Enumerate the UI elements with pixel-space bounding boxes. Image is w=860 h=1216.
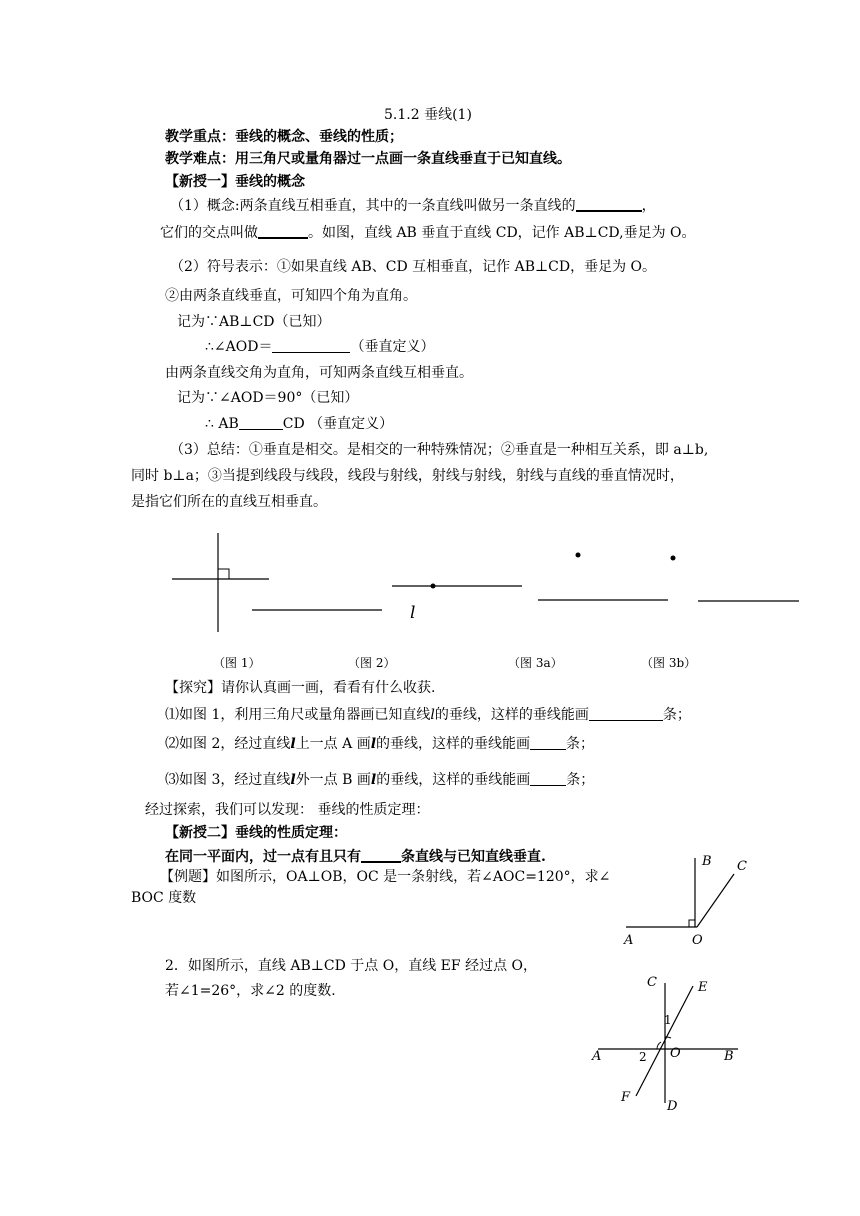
q3-text-a: ⑶如图 3，经过直线 bbox=[165, 772, 291, 788]
symbol-line-1: （2）符号表示：①如果直线 AB、CD 互相垂直，记作 AB⊥CD，垂足为 O。 bbox=[170, 259, 657, 275]
concept-text-a-end: ， bbox=[641, 198, 656, 214]
answer-blank[interactable] bbox=[589, 706, 663, 721]
summary-line-3: 是指它们所在的直线互相垂直。 bbox=[131, 494, 327, 510]
ex1-label-a: A bbox=[624, 933, 634, 948]
difficulty: 教学难点：用三角尺或量角器过一点画一条直线垂直于已知直线。 bbox=[165, 151, 571, 167]
question-3 bbox=[165, 771, 594, 789]
theorem-text-b: 条直线与已知直线垂直. bbox=[401, 849, 546, 865]
caption-fig2: （图 2） bbox=[348, 656, 396, 670]
q3-text-c: 的垂线，这样的垂线能画 bbox=[376, 772, 531, 788]
q2-text-c: 的垂线，这样的垂线能画 bbox=[376, 736, 531, 752]
fig3a-point-b bbox=[576, 553, 581, 558]
section-heading-2: 【新授二】垂线的性质定理： bbox=[165, 825, 347, 841]
q2-text-a: ⑵如图 2，经过直线 bbox=[165, 736, 291, 752]
q1-text-c: 条； bbox=[662, 707, 691, 723]
line-l-label: l bbox=[370, 772, 377, 788]
discovery-line: 经过探索，我们可以发现： 垂线的性质定理： bbox=[145, 802, 430, 818]
concept-text-b2: 。如图，直线 AB 垂直于直线 CD，记作 AB⊥CD,垂足为 O。 bbox=[308, 225, 696, 241]
explore-heading: 【探究】请你认真画一画，看看有什么收获. bbox=[165, 680, 436, 696]
concept-text-a: （1）概念:两条直线互相垂直，其中的一条直线叫做另一条直线的 bbox=[170, 198, 576, 214]
fig1-right-angle-mark bbox=[218, 569, 229, 579]
q2-text-b: 上一点 A 画 bbox=[295, 736, 371, 752]
example-line-1: 【例题】如图所示，OA⊥OB，OC 是一条射线，若∠AOC=120°，求∠ bbox=[160, 869, 611, 885]
note-text-4b: CD （垂直定义） bbox=[282, 416, 394, 432]
problem2-line-2: 若∠1=26°，求∠2 的度数. bbox=[165, 983, 336, 999]
ex2-label-angle-2: 2 bbox=[639, 1050, 647, 1064]
q3-text-d: 条； bbox=[566, 772, 595, 788]
ex1-ray-oc bbox=[697, 874, 734, 927]
symbol-line-2: ②由两条直线垂直，可知四个角为直角。 bbox=[165, 288, 417, 304]
summary-line-1: （3）总结：①垂直是相交。是相交的一种特殊情况；②垂直是一种相互关系，即 a⊥b, bbox=[170, 442, 709, 458]
fig3b-point-b bbox=[671, 556, 676, 561]
key-point: 教学重点：垂线的概念、垂线的性质； bbox=[165, 129, 403, 145]
ex2-label-f: F bbox=[621, 1090, 631, 1105]
answer-blank[interactable] bbox=[530, 771, 566, 786]
ex2-label-d: D bbox=[667, 1099, 678, 1114]
note-text-2a: ∴∠AOD＝ bbox=[205, 339, 273, 355]
ex1-label-b: B bbox=[702, 854, 712, 869]
note-text-4a: ∴ AB bbox=[205, 416, 239, 432]
q3-text-b: 外一点 B 画 bbox=[295, 772, 371, 788]
fig2-point-a bbox=[431, 584, 436, 589]
note-text-2b: （垂直定义） bbox=[350, 339, 435, 355]
converse-line: 由两条直线交角为直角，可知两条直线互相垂直。 bbox=[165, 365, 473, 381]
line-l-label: l bbox=[290, 772, 296, 788]
summary-line-2: 同时 b⊥a；③当提到线段与线段，线段与射线，射线与射线，射线与直线的垂直情况时， bbox=[131, 468, 684, 484]
answer-blank[interactable] bbox=[361, 847, 401, 863]
ex1-right-angle-mark bbox=[689, 920, 695, 927]
q1-text-b: 的垂线，这样的垂线能画 bbox=[434, 707, 589, 723]
theorem-text-a: 在同一平面内，过一点有且只有 bbox=[165, 849, 361, 865]
note-line-1: 记为∵AB⊥CD（已知） bbox=[177, 314, 331, 330]
problem2-line-1: 2．如图所示，直线 AB⊥CD 于点 O，直线 EF 经过点 O， bbox=[165, 958, 537, 974]
ex2-label-angle-1: 1 bbox=[664, 1013, 672, 1027]
example-line-2: BOC 度数 bbox=[131, 890, 197, 906]
line-l-label: l bbox=[370, 736, 377, 752]
line-l-label: l bbox=[430, 707, 435, 723]
page-title: 5.1.2 垂线(1) bbox=[384, 107, 472, 123]
ex2-label-e: E bbox=[698, 980, 708, 995]
ex2-label-o: O bbox=[670, 1046, 681, 1061]
ex1-label-c: C bbox=[737, 859, 747, 874]
section-heading-1: 【新授一】垂线的概念 bbox=[165, 174, 305, 190]
fig2-label-l: l bbox=[410, 603, 416, 623]
ex2-label-c: C bbox=[647, 975, 657, 990]
caption-fig3b: （图 3b） bbox=[641, 656, 697, 670]
caption-fig3a: （图 3a） bbox=[508, 656, 563, 670]
q1-text-a: ⑴如图 1，利用三角尺或量角器画已知直线 bbox=[165, 707, 431, 723]
ex2-label-a: A bbox=[592, 1049, 602, 1064]
question-1 bbox=[165, 706, 691, 724]
line-l-label: l bbox=[290, 736, 296, 752]
concept-text-b1: 它们的交点叫做 bbox=[160, 225, 258, 241]
q2-text-d: 条； bbox=[566, 736, 595, 752]
theorem bbox=[165, 847, 546, 866]
answer-blank[interactable] bbox=[530, 735, 566, 750]
caption-fig1: （图 1） bbox=[213, 656, 261, 670]
note-line-3: 记为∵∠AOD＝90°（已知） bbox=[177, 390, 359, 406]
question-2 bbox=[165, 735, 594, 753]
ex2-label-b: B bbox=[724, 1049, 734, 1064]
ex1-label-o: O bbox=[692, 933, 703, 948]
